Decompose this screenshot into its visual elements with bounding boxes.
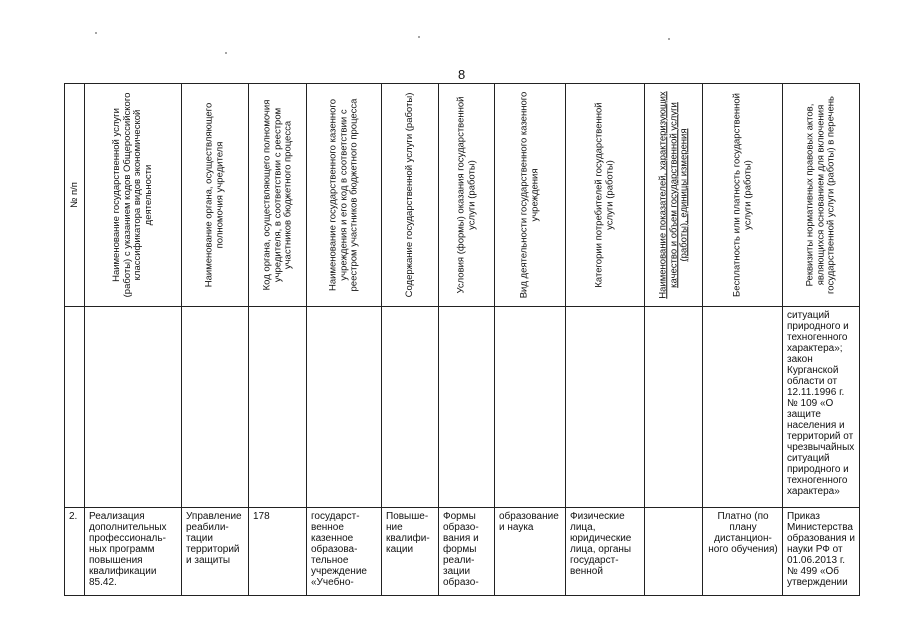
- scan-speck: [668, 38, 670, 40]
- header-cell: Код органа, осуществляющего полномочия учредителя, в соответствии с реестром участников бюджетного процесса: [249, 84, 307, 307]
- table-cell: Формы образования и формы реализации образо-: [439, 508, 495, 596]
- header-cell: Категории потребителей государственной услуги (работы): [566, 84, 645, 307]
- header-cell: Наименование показателей, характеризующих качество и объем государственной услуги (работы), единицы измерения: [645, 84, 703, 307]
- table-cell: государственное казенное образовательное учреждение «Учебно-: [307, 508, 382, 596]
- header-cell: № п/п: [65, 84, 85, 307]
- table-cell: [645, 508, 703, 596]
- table-cell: образование и наука: [495, 508, 566, 596]
- scan-speck: [418, 36, 420, 38]
- header-cell: Содержание государственной услуги (работы): [382, 84, 439, 307]
- table-cell: 178: [249, 508, 307, 596]
- header-cell: Наименование государственного казенного учреждения и его код в соответствии с реестром участников бюджетного процесса: [307, 84, 382, 307]
- header-cell: Наименование государственной услуги (работы) с указанием кодов Общероссийского классификатора видов экономической деятельности: [85, 84, 182, 307]
- table-cell: Физические лица, юридические лица, органы государственной: [566, 508, 645, 596]
- scan-speck: [95, 32, 97, 34]
- services-table: [64, 83, 860, 596]
- table-cell: Реализация дополнительных профессиональных программ повышения квалификации 85.42.: [85, 508, 182, 596]
- header-cell: Условия (формы) оказания государственной услуги (работы): [439, 84, 495, 307]
- continued-acts-text: ситуаций природного и техногенного характера»; закон Курганской области от 12.11.1996 г. № 109 «О защите населения и территорий от чрезвычайных ситуаций природного и техногенного характера»: [787, 310, 855, 497]
- table-cell: Повышение квалификации: [382, 508, 439, 596]
- table-row: [65, 508, 860, 596]
- table-cell: Платно (по плану дистанционного обучения): [703, 508, 783, 596]
- header-row: [65, 84, 860, 307]
- scan-speck: [225, 52, 227, 54]
- table-cell: [783, 307, 860, 508]
- table-cell: Управление реабилитации территорий и защиты: [182, 508, 249, 596]
- page-number: 8: [458, 67, 466, 82]
- table-cell: 2.: [65, 508, 85, 596]
- header-cell: Наименование органа, осуществляющего полномочия учредителя: [182, 84, 249, 307]
- header-cell: Реквизиты нормативных правовых актов, являющихся основанием для включения государственной услуги (работы) в перечень: [783, 84, 860, 307]
- header-cell: Бесплатность или платность государственной услуги (работы): [703, 84, 783, 307]
- header-cell: Вид деятельности государственного казенного учреждения: [495, 84, 566, 307]
- table-row: [65, 307, 860, 508]
- table-cell: Приказ Министерства образования и науки РФ от 01.06.2013 г. № 499 «Об утверждении: [783, 508, 860, 596]
